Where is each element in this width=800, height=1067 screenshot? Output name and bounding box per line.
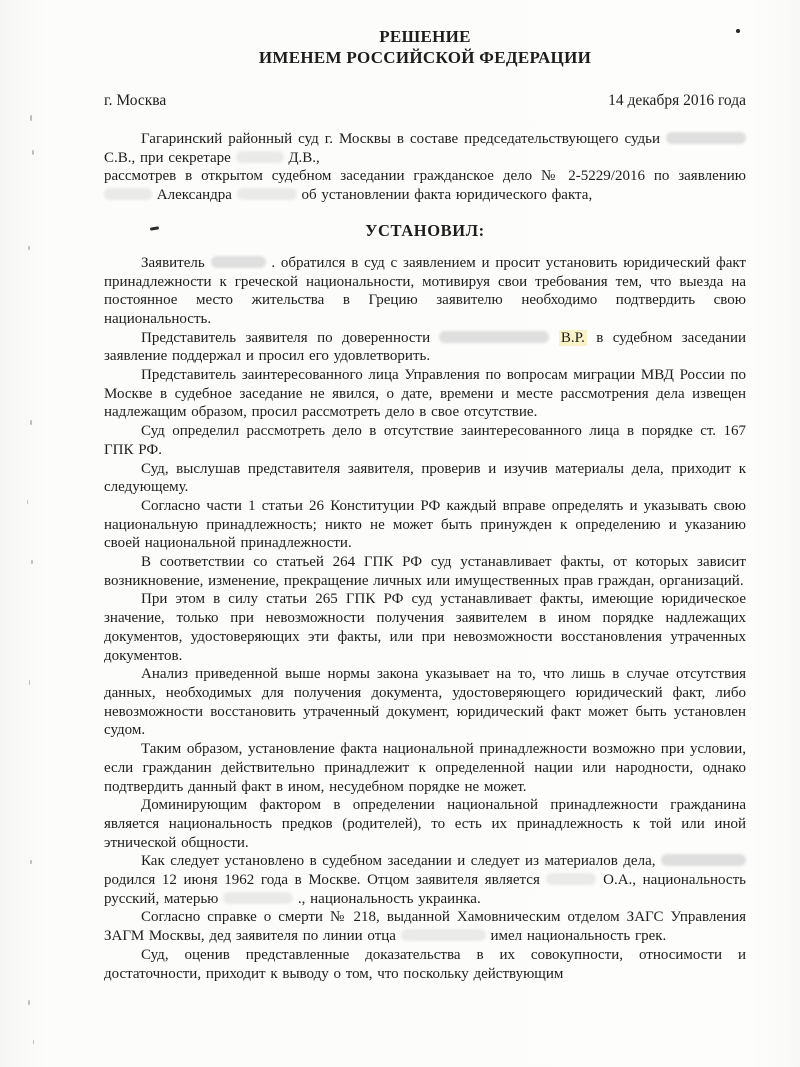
- city-label: г. Москва: [104, 92, 167, 109]
- paragraph: [104, 497, 746, 553]
- paragraph: [104, 590, 746, 665]
- text-run: При этом в силу статьи 265 ГПК РФ суд устанавливает факты, имеющие юридическое значение, только при невозможности получения заявителем в ином порядке надлежащих документов, удостоверяющих эти факты, или при невозможности восстановления утраченных документов.: [104, 591, 746, 664]
- meta-row: [104, 91, 746, 110]
- text-run: В соответствии со статьей 264 ГПК РФ суд устанавливает факты, от которых зависит возникновение, изменение, прекращение личных или имущественных прав граждан, организаций.: [104, 554, 746, 589]
- text-run: Суд, выслушав представителя заявителя, проверив и изучив материалы дела, приходит к следующему.: [104, 460, 746, 496]
- text-run: Согласно части 1 статьи 26 Конституции РФ каждый вправе определять и указывать свою национальную принадлежность; никто не может быть принужден к определению и указанию своей национальной принадлежности.: [104, 497, 746, 552]
- paragraph: [104, 665, 746, 740]
- section-heading: УСТАНОВИЛ:: [365, 220, 485, 240]
- paragraph: [104, 796, 746, 852]
- text-run: Таким образом, установление факта национальной принадлежности возможно при условии, если гражданин действительно принадлежит к определенной нации или народности, однако подтвердить данный факт в ином, несудебном порядке не может.: [104, 741, 746, 795]
- text-run: рассмотрев в открытом судебном заседании гражданское дело № 2-5229/2016 по заявлению: [104, 168, 746, 185]
- paragraph: [104, 908, 746, 945]
- paragraph: [104, 329, 746, 366]
- redaction-blob: [661, 854, 746, 866]
- redaction-blob: [211, 256, 266, 268]
- intro-paragraphs: [104, 130, 746, 205]
- text-run: Заявитель: [141, 254, 211, 271]
- paragraph: [104, 366, 746, 422]
- paragraph: [104, 254, 746, 329]
- paragraph: [104, 740, 746, 796]
- scan-noise-speck: [30, 115, 32, 121]
- scan-noise-speck: [29, 680, 30, 685]
- redaction-blob: [236, 151, 284, 163]
- scan-noise-speck: [27, 500, 28, 504]
- text-run: Доминирующим фактором в определении национальной принадлежности гражданина является национальность предков (родителей), то есть их принадлежность к той или иной этнической общности.: [104, 797, 746, 851]
- scan-noise-speck: [31, 560, 33, 564]
- text-run: Суд, оценив представленные доказательства в их совокупности, относимости и достаточности, приходит к выводу о том, что поскольку действующим: [104, 946, 746, 982]
- text-run: в судебном заседании заявление поддержал и просил его удовлетворить.: [104, 329, 747, 365]
- text-run: О.А., национальность русский, матерью: [104, 872, 746, 907]
- text-run: С.В., при секретаре: [104, 149, 236, 166]
- redaction-blob: [223, 892, 293, 904]
- text-run: Анализ приведенной выше нормы закона указывает на то, что лишь в случае отсутствия данных, необходимых для получения документа, удостоверяющего юридический факт, либо невозможности восстановить утраченный документ, юридический факт может быть установлен судом.: [104, 666, 746, 739]
- text-run: родился 12 июня 1962 года в Москве. Отцом заявителя является: [104, 872, 547, 889]
- text-run: Александра: [152, 187, 237, 204]
- redaction-blob: [237, 188, 297, 200]
- text-run: Представитель заинтересованного лица Управления по вопросам миграции МВД России по Москве в судебное заседание не явился, о дате, времени и месте рассмотрения дела извещен надлежащим образом, просил рассмотреть дело в свое отсутствие.: [104, 367, 746, 421]
- scan-noise-speck: [33, 1040, 34, 1044]
- document-content: [104, 26, 746, 983]
- text-run: Как следует установлено в судебном заседании и следует из материалов дела,: [141, 853, 661, 870]
- scan-noise-speck: [28, 1000, 30, 1005]
- text-run: Суд определил рассмотреть дело в отсутствие заинтересованного лица в порядке ст. 167 ГПК РФ.: [104, 423, 746, 458]
- paragraph: [104, 553, 746, 590]
- text-run: [549, 330, 558, 346]
- body-paragraphs: [104, 254, 746, 983]
- scan-noise-speck: [30, 860, 32, 864]
- document-title-line-1: РЕШЕНИЕ: [379, 27, 471, 46]
- text-run: об установлении факта юридического факта,: [296, 187, 593, 204]
- scan-noise-speck: [32, 150, 34, 155]
- redaction-blob: [104, 188, 152, 200]
- highlighted-initials: В.Р.: [560, 329, 585, 346]
- text-run: Гагаринский районный суд г. Москвы в составе председательствующего судьи: [141, 131, 666, 147]
- text-run: . обратился в суд с заявлением и просит установить юридический факт принадлежности к греческой национальности, мотивируя свои требования тем, что выезда на постоянное место жительства в Грецию заявителю необходимо подтвердить свою национальность.: [104, 254, 746, 327]
- paragraph: [104, 167, 746, 204]
- text-run: Представитель заявителя по доверенности: [141, 329, 440, 346]
- paragraph: [104, 422, 746, 459]
- redaction-blob: [546, 873, 596, 885]
- redaction-blob: [401, 929, 486, 941]
- scan-noise-speck: [28, 246, 30, 250]
- paragraph: [104, 460, 746, 497]
- date-label: 14 декабря 2016 года: [608, 92, 746, 109]
- paragraph: [104, 946, 746, 983]
- text-run: имел национальность грек.: [485, 928, 667, 945]
- text-run: ., национальность украинка.: [293, 890, 481, 907]
- text-run: Согласно справке о смерти № 218, выданной Хамовническим отделом ЗАГС Управления ЗАГМ Москвы, дед заявителя по линии отца: [104, 909, 746, 945]
- redaction-blob: [439, 331, 549, 343]
- redaction-blob: [666, 132, 746, 144]
- text-run: Д.В.,: [283, 149, 320, 166]
- paragraph: [104, 130, 746, 167]
- document-title-line-2: ИМЕНЕМ РОССИЙСКОЙ ФЕДЕРАЦИИ: [258, 48, 592, 67]
- paragraph: [104, 852, 746, 908]
- scan-noise-speck: [30, 420, 32, 425]
